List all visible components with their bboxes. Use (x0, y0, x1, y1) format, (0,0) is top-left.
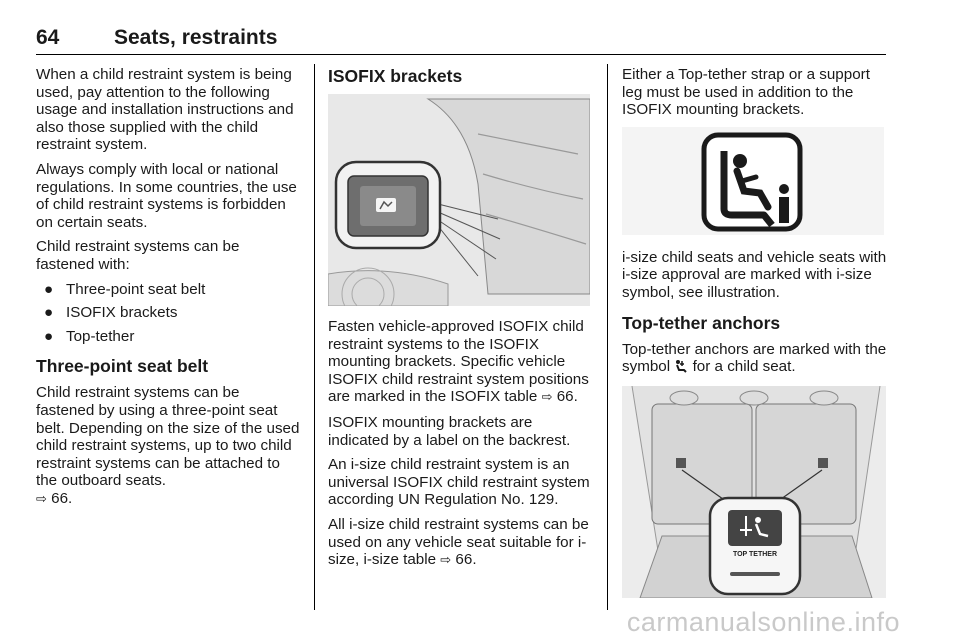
paragraph: i-size child seats and vehicle seats with i-size approval are marked with i-size symbol, see illustration. (622, 248, 887, 301)
paragraph: Child restraint systems can be fastened by using a three-point seat belt. Depending on the size of the used child restraint systems, up to two child restraint systems can be attached to the outboard seats. ⇨ 66. (36, 384, 300, 507)
column-1 (36, 66, 300, 515)
isize-seat-icon (622, 127, 884, 235)
column-divider (314, 64, 315, 610)
paragraph: When a child restraint system is being used, pay attention to the following usage and installation instructions and also those supplied with the child restraint system. (36, 66, 294, 154)
section-heading: Top-tether anchors (622, 312, 781, 333)
paragraph: Top-tether anchors are marked with the symbol for a child seat. (622, 340, 887, 376)
reference-arrow-icon: ⇨ (440, 553, 452, 569)
isize-symbol-illustration (622, 127, 884, 235)
page-header (36, 26, 886, 55)
reference-arrow-icon: ⇨ (541, 390, 553, 406)
paragraph: Always comply with local or national regulations. In some countries, the use of child restraint systems is forbidden on certain seats. (36, 160, 297, 231)
page-reference-link[interactable]: 66. (556, 388, 578, 406)
paragraph: All i-size child restraint systems can be used on any vehicle seat suitable for i-size, i-size table ⇨ 66. (328, 515, 589, 569)
paragraph: An i-size child restraint system is an universal ISOFIX child restraint system according UN Regulation No. 129. (328, 456, 590, 509)
list-item: ● ISOFIX brackets (44, 304, 178, 322)
page-reference-link[interactable]: 66. (51, 489, 73, 507)
paragraph: ISOFIX mounting brackets are indicated by a label on the backrest. (328, 413, 571, 449)
column-divider (607, 64, 608, 610)
isofix-icon (376, 198, 396, 212)
list-item: ● Three-point seat belt (44, 280, 206, 298)
column-2 (328, 66, 594, 577)
top-tether-anchor-illustration (622, 386, 886, 598)
list-item: ● Top-tether (44, 327, 135, 345)
column-3 (622, 66, 888, 598)
page-reference-link[interactable]: 66. (455, 551, 477, 569)
page-number: 64 (36, 26, 60, 49)
paragraph: Fasten vehicle-approved ISOFIX child restraint systems to the ISOFIX mounting brackets. Specific vehicle ISOFIX child restraint system positions are marked in the ISOFIX table ⇨ 66. (328, 318, 589, 406)
section-heading: ISOFIX brackets (328, 66, 463, 86)
top-tether-icon (674, 359, 688, 373)
paragraph: Child restraint systems can be fastened with: (36, 238, 240, 273)
reference-arrow-icon: ⇨ (36, 491, 47, 507)
top-tether-label: TOP TETHER (732, 550, 778, 558)
page-title: Seats, restraints (114, 26, 278, 49)
section-heading: Three-point seat belt (36, 356, 209, 377)
paragraph: Either a Top-tether strap or a support leg must be used in addition to the ISOFIX mounting brackets. (622, 66, 870, 119)
watermark: carmanualsonline.info (626, 607, 900, 637)
isofix-bracket-illustration (328, 94, 590, 306)
